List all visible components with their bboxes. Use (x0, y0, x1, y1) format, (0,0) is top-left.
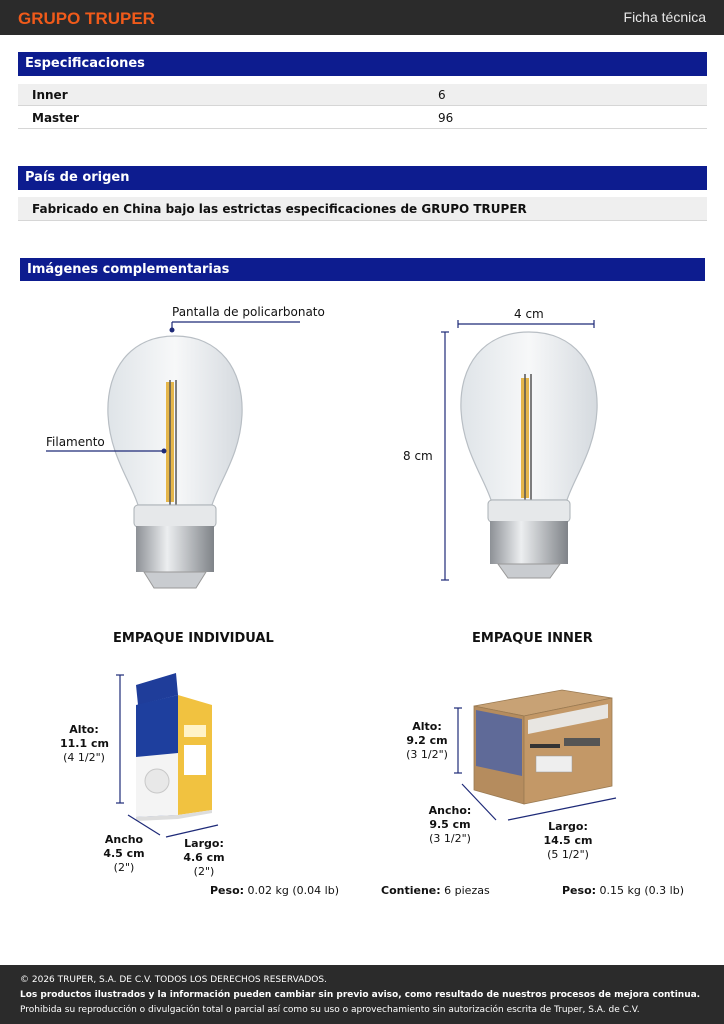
bulb-width-label: 4 cm (514, 307, 544, 321)
top-bar (0, 0, 724, 35)
peso-value: 0.15 kg (0.3 lb) (599, 884, 684, 897)
largo-in: (2") (193, 865, 215, 878)
peso-label: Peso: (562, 884, 597, 897)
bulb-height-label: 8 cm (403, 449, 433, 463)
empaque-individual-title: EMPAQUE INDIVIDUAL (113, 631, 274, 646)
inner-largo (540, 820, 596, 862)
alto-cm: 9.2 cm (406, 734, 448, 747)
images-section-title: Imágenes complementarias (20, 258, 705, 281)
individual-alto (60, 723, 108, 765)
pantalla-label: Pantalla de policarbonato (172, 305, 325, 319)
document-type: Ficha técnica (623, 9, 706, 25)
ancho-label: Ancho: (428, 804, 472, 817)
individual-dimension-lines (100, 665, 240, 845)
spec-value: 96 (438, 111, 454, 125)
alto-in: (3 1/2") (406, 748, 448, 761)
alto-label: Alto: (412, 720, 442, 733)
spec-value: 6 (438, 88, 446, 102)
empaque-inner-title: EMPAQUE INNER (472, 631, 593, 646)
largo-cm: 14.5 cm (543, 834, 593, 847)
brand-logo: GRUPO TRUPER (18, 9, 155, 28)
ancho-in: (2") (113, 861, 135, 874)
footer (0, 965, 724, 1024)
specs-section-title: Especificaciones (18, 52, 707, 76)
inner-peso (562, 884, 684, 897)
inner-ancho (424, 804, 476, 846)
largo-in: (5 1/2") (547, 848, 589, 861)
inner-alto (402, 720, 452, 762)
largo-label: Largo: (184, 837, 224, 850)
individual-ancho (100, 833, 148, 875)
alto-cm: 11.1 cm (60, 737, 109, 750)
prohibition-text: Prohibida su reproducción o divulgación total o parcial así como su uso o aprovechamiento sin autorización escrita de Truper, S.A. de C.V. (20, 1005, 640, 1015)
origin-text: Fabricado en China bajo las estrictas especificaciones de GRUPO TRUPER (18, 197, 707, 221)
bulb-dimension-lines (430, 318, 610, 586)
peso-label: Peso: (210, 884, 245, 897)
table-row (18, 107, 707, 129)
contiene-value: 6 piezas (444, 884, 490, 897)
spec-label: Inner (32, 88, 68, 102)
largo-cm: 4.6 cm (183, 851, 225, 864)
alto-in: (4 1/2") (63, 751, 105, 764)
copyright-text: © 2026 TRUPER, S.A. DE C.V. TODOS LOS DERECHOS RESERVADOS. (20, 975, 327, 985)
contiene-label: Contiene: (381, 884, 441, 897)
peso-value: 0.02 kg (0.04 lb) (247, 884, 339, 897)
disclaimer-text: Los productos ilustrados y la información pueden cambiar sin previo aviso, como resultado de nuestros procesos de mejora continua. (20, 990, 701, 1000)
ancho-cm: 4.5 cm (103, 847, 145, 860)
ancho-cm: 9.5 cm (429, 818, 471, 831)
spec-label: Master (32, 111, 79, 125)
individual-largo (180, 837, 228, 879)
bulb-callouts-left (0, 300, 300, 470)
largo-label: Largo: (548, 820, 588, 833)
inner-contiene (381, 884, 490, 897)
origin-section-title: País de origen (18, 166, 707, 190)
filamento-label: Filamento (46, 435, 105, 449)
alto-label: Alto: (69, 723, 99, 736)
individual-peso (210, 884, 339, 897)
table-row (18, 84, 707, 106)
ancho-label: Ancho (104, 833, 144, 846)
ancho-in: (3 1/2") (429, 832, 471, 845)
